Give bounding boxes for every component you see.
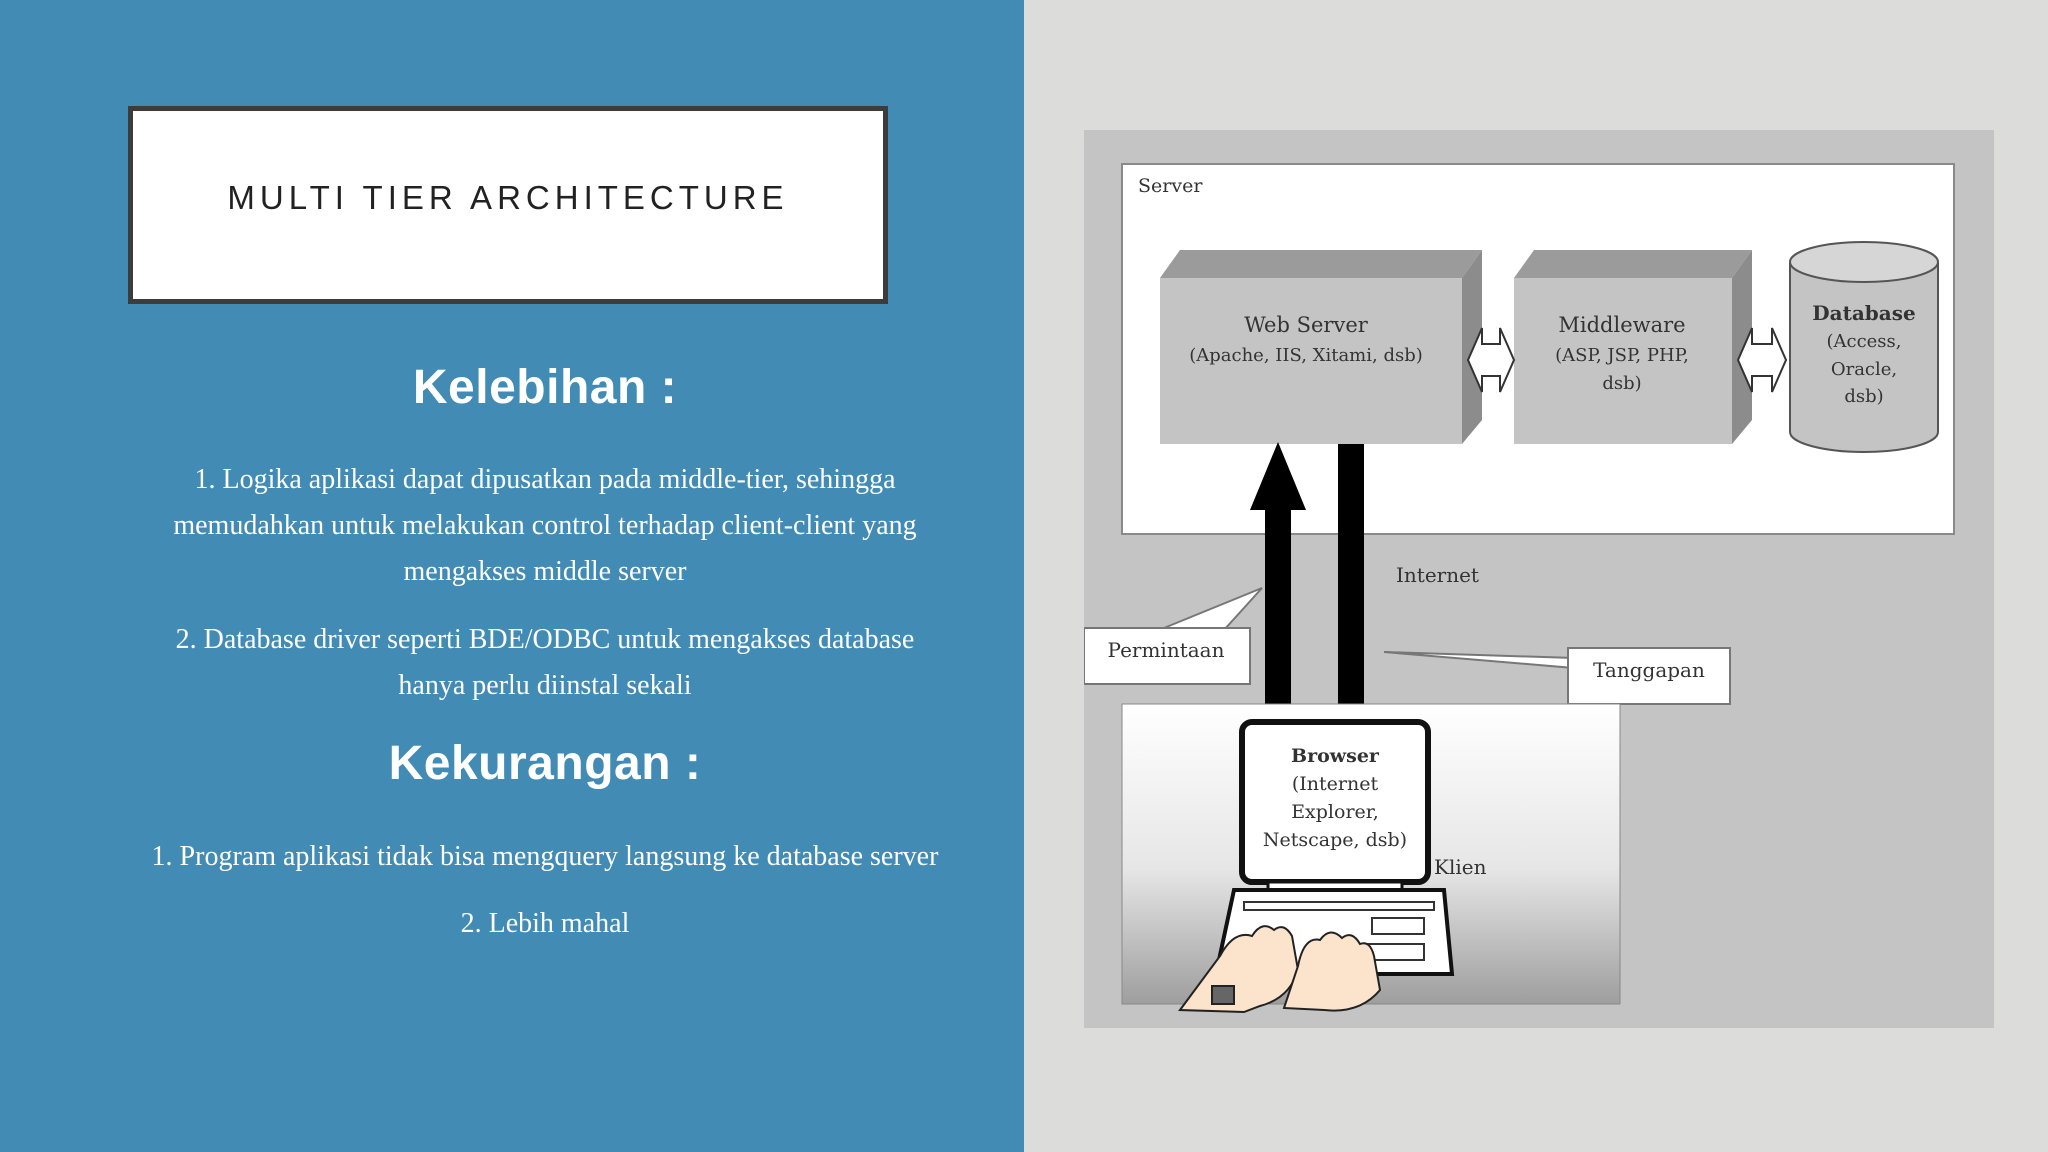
internet-label: Internet <box>1396 563 1479 587</box>
server-label: Server <box>1138 175 1203 197</box>
database-detail-1: (Access, <box>1826 331 1902 352</box>
browser-line-3: Explorer, <box>1291 801 1379 823</box>
web-server-title: Web Server <box>1244 313 1368 337</box>
middleware-detail-2: dsb) <box>1602 373 1642 394</box>
kekurangan-heading: Kekurangan : <box>388 737 702 790</box>
database-detail-2: Oracle, <box>1830 359 1898 380</box>
web-server-detail: (Apache, IIS, Xitami, dsb) <box>1189 345 1423 366</box>
web-server-box <box>1160 250 1482 444</box>
browser-line-4: Netscape, dsb) <box>1262 829 1408 851</box>
title-box <box>128 106 888 304</box>
browser-line-2: (Internet <box>1291 773 1379 795</box>
browser-line-1: Browser <box>1291 745 1379 767</box>
response-label: Tanggapan <box>1593 658 1705 682</box>
kelebihan-item-2: 2. Database driver seperti BDE/ODBC untuk mengakses database hanya perlu diinstal sekali <box>175 624 915 701</box>
kekurangan-item-2: 2. Lebih mahal <box>460 908 630 939</box>
middleware-detail-1: (ASP, JSP, PHP, <box>1555 345 1689 366</box>
slide-title: MULTI TIER ARCHITECTURE <box>227 179 789 216</box>
kelebihan-item-1: 1. Logika aplikasi dapat dipusatkan pada middle-tier, sehingga memudahkan untuk melakukan control terhadap client-client yang mengakses middle server <box>173 464 917 587</box>
middleware-box <box>1514 250 1752 444</box>
database-title: Database <box>1812 301 1916 325</box>
request-label: Permintaan <box>1107 638 1225 662</box>
database-cylinder <box>1790 242 1938 452</box>
middleware-title: Middleware <box>1558 313 1686 337</box>
database-detail-3: dsb) <box>1844 386 1884 407</box>
architecture-diagram <box>1084 130 1994 1028</box>
client-label: Klien <box>1434 855 1487 879</box>
monitor-icon <box>1242 722 1428 894</box>
kelebihan-heading: Kelebihan : <box>412 361 678 414</box>
kekurangan-item-1: 1. Program aplikasi tidak bisa mengquery langsung ke database server <box>151 841 939 872</box>
